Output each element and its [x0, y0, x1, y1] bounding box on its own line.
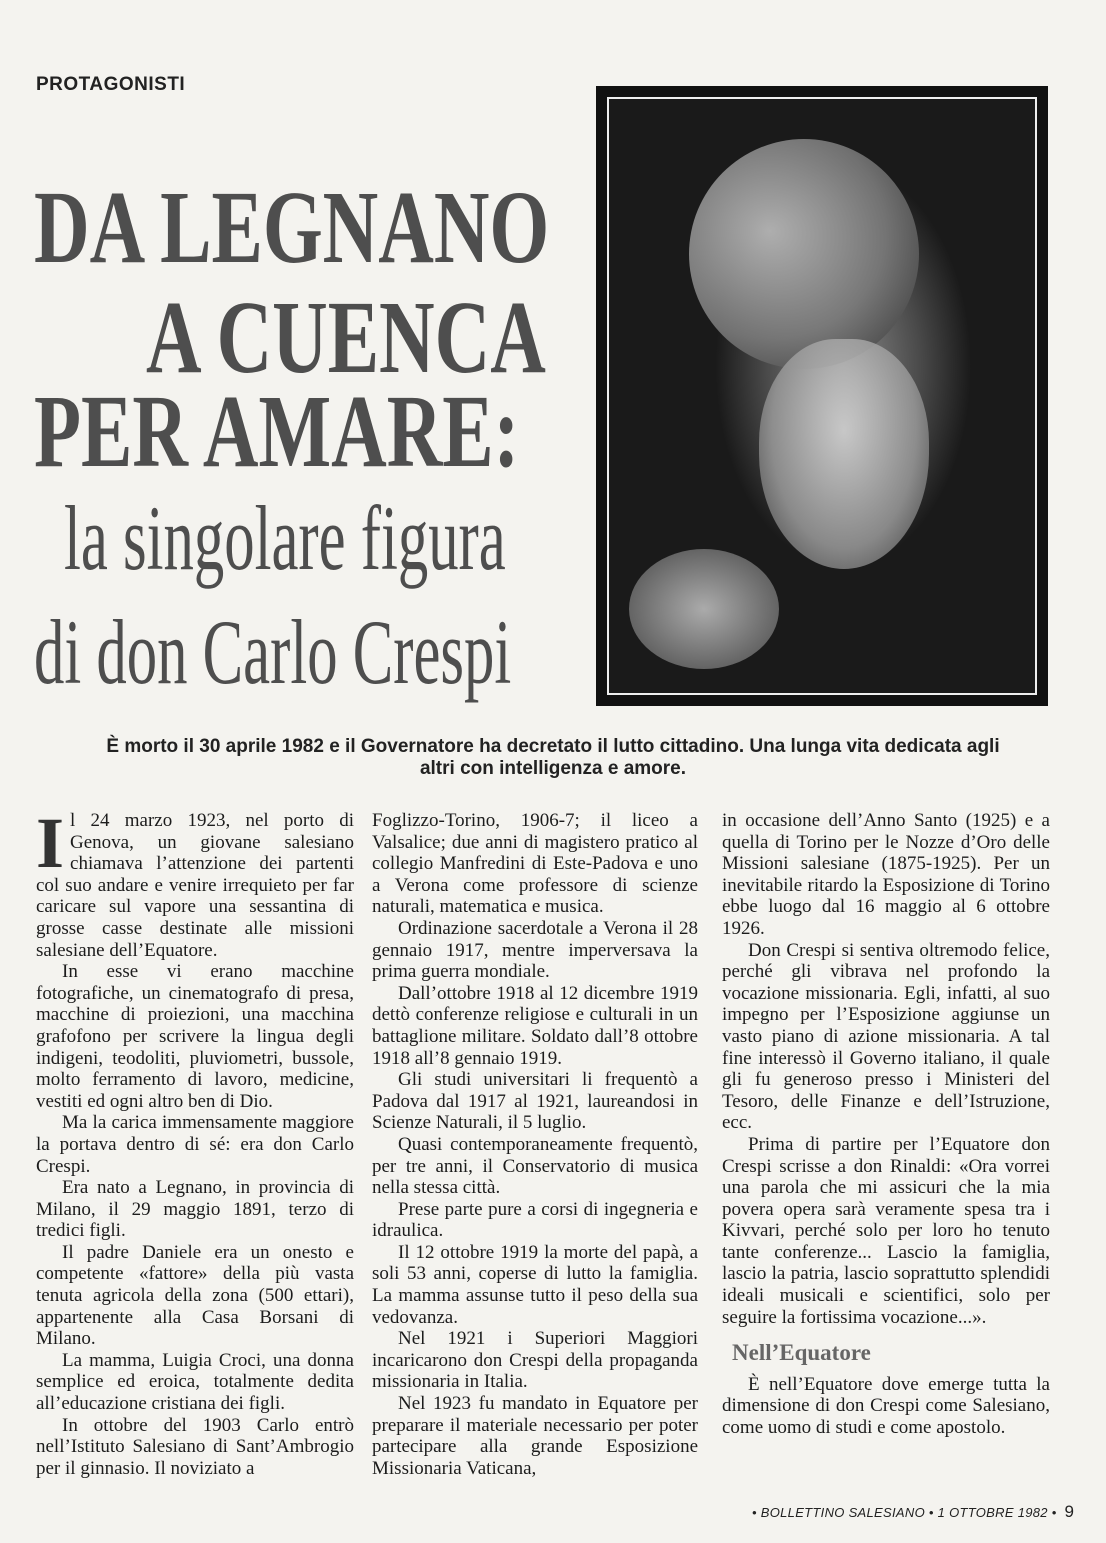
paragraph: È nell’Equatore dove emerge tutta la dimensione di don Crespi come Salesiano, come uomo di studi e come apostolo.	[722, 1373, 1050, 1439]
paragraph: Il 12 ottobre 1919 la morte del papà, a soli 53 anni, coperse di lutto la famiglia. La mamma assunse tutto il peso della sua vedovanza.	[372, 1241, 698, 1328]
paragraph: Il padre Daniele era un onesto e competente «fattore» della più vasta tenuta agricola della zona (500 ettari), appartenente alla Casa Borsani di Milano.	[36, 1241, 354, 1350]
footer-text: • BOLLETTINO SALESIANO • 1 OTTOBRE 1982 •	[752, 1505, 1057, 1520]
photo-head-shape	[689, 139, 919, 369]
paragraph: Quasi contemporaneamente frequentò, per tre anni, il Conservatorio di musica nella stessa città.	[372, 1133, 698, 1199]
photo-beard-shape	[759, 339, 929, 569]
paragraph: Gli studi universitari li frequentò a Padova dal 1917 al 1921, laureandosi in Scienze Naturali, il 5 luglio.	[372, 1069, 698, 1134]
paragraph: In ottobre del 1903 Carlo entrò nell’Istituto Salesiano di Sant’Ambrogio per il ginnasio. Il noviziato a	[36, 1414, 354, 1479]
paragraph: Don Crespi si sentiva oltremodo felice, perché gli vibrava nel profondo la vocazione missionaria. Egli, infatti, al suo impegno per l’Esposizione aggiunse un vasto piano di azione missionaria. A tal fine interessò il Governo italiano, il quale gli fu generoso presso i Ministeri del Tesoro, delle Finanze e dell’Istruzione, ecc.	[722, 939, 1050, 1134]
paragraph: Nel 1921 i Superiori Maggiori incaricarono don Crespi della propaganda missionaria in Italia.	[372, 1328, 698, 1393]
paragraph: Foglizzo-Torino, 1906-7; il liceo a Valsalice; due anni di magistero pratico al collegio Manfredini di Este-Padova e uno a Verona come professore di scienze naturali, matematica e musica.	[372, 810, 698, 918]
paragraph: Dall’ottobre 1918 al 12 dicembre 1919 dettò conferenze religiose e culturali in un battaglione militare. Soldato dall’8 ottobre 1918 all’8 gennaio 1919.	[372, 982, 698, 1069]
paragraph: La mamma, Luigia Croci, una donna semplice ed eroica, totalmente dedita all’educazione cristiana dei figli.	[36, 1349, 354, 1415]
paragraph: Era nato a Legnano, in provincia di Milano, il 29 maggio 1891, terzo di tredici figli.	[36, 1177, 354, 1242]
paragraph: Prese parte pure a corsi di ingegneria e idraulica.	[372, 1198, 698, 1242]
page-number: 9	[1064, 1502, 1075, 1521]
column-1	[36, 803, 354, 1479]
column-3	[722, 810, 1050, 1439]
paragraph: In esse vi erano macchine fotografiche, un cinematografo di presa, macchine di proiezioni, una macchina grafofono per scrivere la lingua degli indigeni, teodoliti, pluviometri, bussole, molto ferramento di lavoro, medicine, vestiti ed ogni altro ben di Dio.	[36, 961, 354, 1112]
drop-cap: I	[36, 803, 65, 883]
column-2	[372, 810, 698, 1479]
headline-line-5: di don Carlo Crespi	[34, 601, 512, 703]
paragraph: Ma la carica immensamente maggiore la portava dentro di sé: era don Carlo Crespi.	[36, 1112, 354, 1177]
paragraph-text: l 24 marzo 1923, nel porto di Genova, un giovane salesiano chiamava l’attenzione dei partenti col suo andare e venire irrequieto per far caricare sul vapore una sessantina di grosse casse destinate alle missioni salesiane dell’Equatore.	[36, 810, 354, 961]
section-heading: Nell’Equatore	[732, 1340, 871, 1366]
portrait-photo	[596, 86, 1048, 706]
headline-line-2: A CUENCA	[146, 280, 546, 395]
paragraph: Ordinazione sacerdotale a Verona il 28 gennaio 1917, mentre imperversava la prima guerra mondiale.	[372, 917, 698, 983]
paragraph	[36, 803, 354, 961]
paragraph: Nel 1923 fu mandato in Equatore per preparare il materiale necessario per poter partecipare alla grande Esposizione Missionaria Vaticana,	[372, 1393, 698, 1479]
subtitle: È morto il 30 aprile 1982 e il Governatore ha decretato il lutto cittadino. Una lunga vita dedicata agli altri con intelligenza e amore.	[106, 736, 1000, 779]
paragraph: Prima di partire per l’Equatore don Crespi scrisse a don Rinaldi: «Ora vorrei una parola che mi assicuri che la mia povera opera sarà veramente spesa tra i Kivvari, perché solo per loro ho tenuto tante conferenze... Lascio la famiglia, lascio la patria, lascio soprattutto splendidi ideali musicali e scientifici, solo per seguire la fortissima vocazione...».	[722, 1133, 1050, 1328]
headline-line-4: la singolare figura	[64, 487, 506, 589]
page-footer	[752, 1502, 1074, 1522]
headline-line-1: DA LEGNANO	[34, 170, 550, 285]
section-label: PROTAGONISTI	[36, 74, 186, 95]
paragraph: in occasione dell’Anno Santo (1925) e a quella di Torino per le Nozze d’Oro delle Missioni salesiane (1875-1925). Per un inevitabile ritardo la Esposizione di Torino ebbe luogo dal 16 maggio al 6 ottobre 1926.	[722, 810, 1050, 939]
photo-hands-shape	[629, 549, 779, 669]
headline-line-3: PER AMARE:	[34, 374, 520, 489]
